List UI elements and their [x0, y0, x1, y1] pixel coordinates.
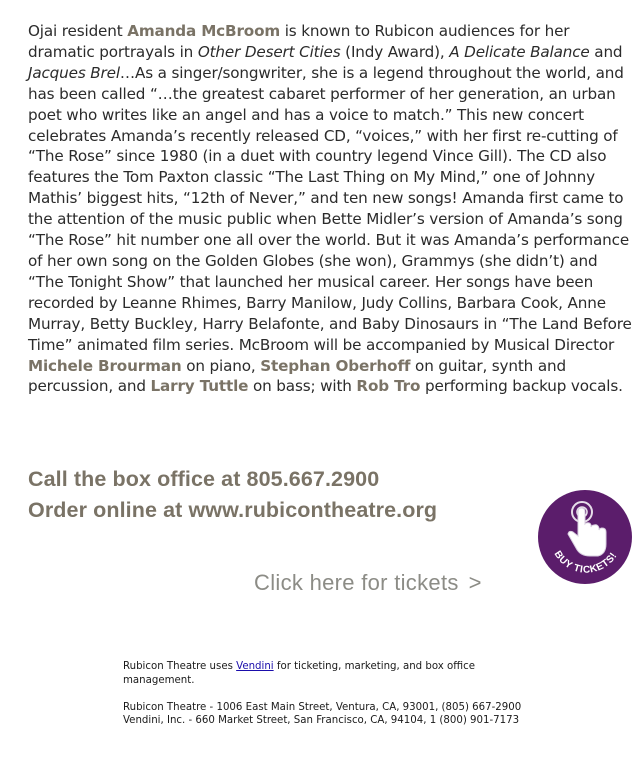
footer — [123, 660, 523, 742]
pointing-hand-icon — [538, 490, 632, 584]
buy-tickets-label: BUY TICKETS! — [551, 549, 620, 576]
musician-name: Michele Brourman — [28, 356, 182, 375]
bio-text: (Indy Award), — [340, 42, 450, 61]
footer-rubicon-address: Rubicon Theatre - 1006 East Main Street, Ventura, CA, 93001, (805) 667-2900 — [123, 701, 522, 713]
buy-tickets-badge[interactable] — [538, 490, 632, 584]
musician-name: Larry Tuttle — [150, 377, 249, 396]
bio-text: on bass; with — [248, 377, 357, 396]
play-title: A Delicate Balance — [449, 42, 590, 61]
performer-name: Amanda McBroom — [127, 22, 281, 40]
event-description — [28, 21, 634, 397]
footer-vendini-address: Vendini, Inc. - 660 Market Street, San Francisco, CA, 94104, 1 (800) 901-7173 — [123, 715, 520, 727]
bio-text: on guitar, synth and percussion, and — [28, 356, 566, 396]
play-title: Jacques Brel — [28, 63, 120, 82]
bio-text: on piano, — [181, 356, 261, 375]
bio-text: performing backup vocals. — [420, 377, 623, 396]
musician-name: Rob Tro — [356, 377, 421, 396]
tickets-link-label: Click here for tickets — [254, 570, 459, 595]
bio-text: is known to Rubicon audiences for her dramatic portrayals in — [28, 22, 570, 61]
order-online-url: Order online at www.rubicontheatre.org — [28, 498, 438, 522]
footer-vendini-note: Rubicon Theatre uses Vendini for ticketing, marketing, and box office management. — [123, 661, 475, 686]
musician-name: Stephan Oberhoff — [260, 356, 411, 375]
box-office-phone: Call the box office at 805.667.2900 — [28, 467, 380, 491]
bio-text: and — [589, 42, 623, 61]
bio-text: …As a singer/songwriter, she is a legend throughout the world, and has been called “…the greatest cabaret performer of her generation, an urban poet who writes like an angel and has a voice to match.” This new concert celebrates Amanda’s recently released CD, “voices,” with her first re-cutting of “The Rose” since 1980 (in a duet with country legend Vince Gill). The CD also features the Tom Paxton classic “The Last Thing on My Mind,” one of Johnny Mathis’ biggest hits, “12th of Never,” and ten new songs! Amanda first came to the attention of the music public when Bette Midler’s version of Amanda’s song “The Rose” hit number one all over the world. But it was Amanda’s performance of her own song on the Golden Globes (she won), Grammys (she didn’t) and “The Tonight Show” that launched her musical career. Her songs have been recorded by Leanne Rhimes, Barry Manilow, Judy Collins, Barbara Cook, Anne Murray, Betty Buckley, Harry Belafonte, and Baby Dinosaurs in “The Land Before Time” animated film series. McBroom will be accompanied by Musical Director — [28, 63, 632, 354]
tickets-link[interactable] — [254, 570, 482, 596]
chevron-right-icon: > — [468, 570, 482, 595]
bio-text: Ojai resident — [28, 22, 128, 40]
vendini-link[interactable]: Vendini — [236, 661, 274, 672]
play-title: Other Desert Cities — [197, 42, 341, 61]
